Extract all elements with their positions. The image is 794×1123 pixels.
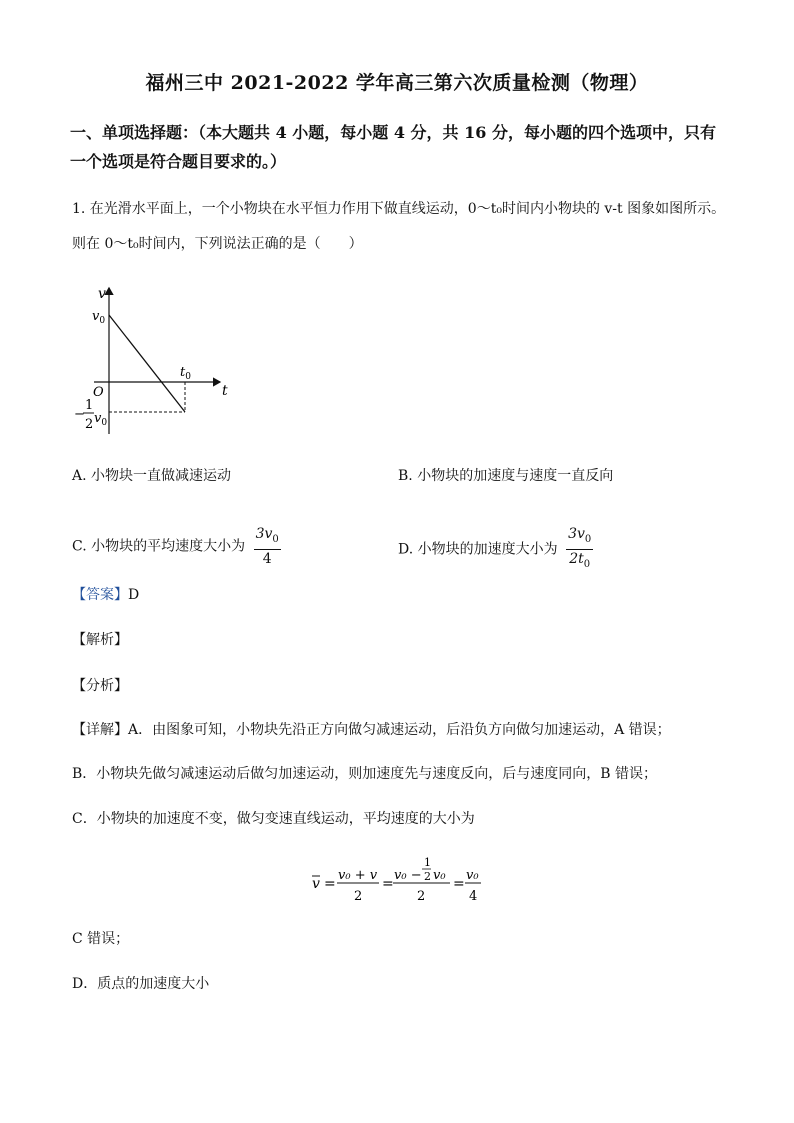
average-velocity-equation [310, 852, 510, 912]
neg-sign: − [74, 407, 85, 422]
eq-f3-numerator: v₀ [466, 868, 479, 883]
eq-sign-3: = [453, 876, 465, 892]
option-d-text: D. 小物块的加速度大小为 [398, 541, 558, 558]
half-numerator: 1 [85, 398, 94, 413]
option-d-fraction [566, 525, 593, 574]
eq-f2-half-numerator: 1 [424, 856, 431, 869]
detail-c: C．小物块的加速度不变，做匀变速直线运动，平均速度的大小为 [72, 811, 475, 827]
eq-f1-numerator: v₀ + v [338, 868, 378, 883]
breakdown-heading: 【分析】 [72, 678, 128, 694]
answer-value: D [128, 587, 140, 603]
half-denominator: 2 [85, 417, 94, 432]
option-d-numerator-sub: 0 [584, 533, 592, 545]
neg-v0-label: $v_0$ [94, 411, 108, 428]
option-d-numerator: 3v [568, 526, 585, 542]
velocity-line [109, 315, 185, 412]
option-d-denominator-sub: 0 [583, 558, 591, 570]
eq-sign-1: = [324, 876, 336, 892]
detail-c-wrong: C 错误； [72, 931, 130, 947]
detail-b: B．小物块先做匀减速运动后做匀加速运动，则加速度先与速度反向，后与速度同向，B 错误； [72, 766, 658, 782]
option-c-text: C. 小物块的平均速度大小为 [72, 538, 246, 555]
v0-label: $v_0$ [92, 309, 106, 326]
origin-label: O [93, 385, 104, 400]
detail-d: D．质点的加速度大小 [72, 976, 210, 992]
option-a: A. 小物块一直做减速运动 [72, 468, 232, 484]
option-c-numerator: 3v [255, 526, 273, 542]
eq-f2-numerator-a: v₀ − [394, 868, 422, 883]
option-b: B. 小物块的加速度与速度一直反向 [398, 468, 614, 484]
answer-line [72, 584, 139, 604]
option-c [72, 525, 281, 568]
detail-label: 【详解】 [72, 722, 128, 738]
eq-f3-denominator: 4 [469, 889, 478, 904]
option-c-numerator-sub: 0 [272, 533, 279, 545]
question-1-line-2: 则在 0～t₀时间内，下列说法正确的是（ ） [72, 236, 363, 252]
detail-a-text: A．由图象可知，小物块先沿正方向做匀减速运动，后沿负方向做匀加速运动，A 错误； [128, 722, 671, 738]
question-1-line-1: 1. 在光滑水平面上，一个小物块在水平恒力作用下做直线运动，0～t₀时间内小物块的 v-t 图象如图所示。 [72, 201, 726, 217]
section-heading: 一、单项选择题：（本大题共 4 小题，每小题 4 分，共 16 分，每小题的四个选项中，只有一个选项是符合题目要求的。） [70, 123, 716, 171]
eq-f2-half-denominator: 2 [424, 870, 431, 883]
eq-lhs: v [312, 876, 320, 892]
t0-label: $t_0$ [180, 365, 191, 382]
eq-f2-numerator-b: v₀ [433, 868, 446, 883]
x-axis-label: t [222, 383, 228, 399]
option-d [398, 525, 593, 574]
page-title: 福州三中 2021-2022 学年高三第六次质量检测（物理） [145, 72, 649, 94]
option-c-fraction [254, 525, 281, 568]
answer-label: 【答案】 [72, 587, 128, 603]
option-c-denominator: 4 [262, 550, 272, 567]
eq-f1-denominator: 2 [354, 889, 363, 904]
vt-graph [74, 282, 238, 442]
detail-a [72, 719, 671, 739]
eq-sign-2: = [382, 876, 394, 892]
analysis-heading: 【解析】 [72, 632, 128, 648]
eq-f2-denominator: 2 [417, 889, 426, 904]
y-axis-label: v [98, 286, 106, 302]
option-d-denominator: 2t [569, 550, 584, 567]
